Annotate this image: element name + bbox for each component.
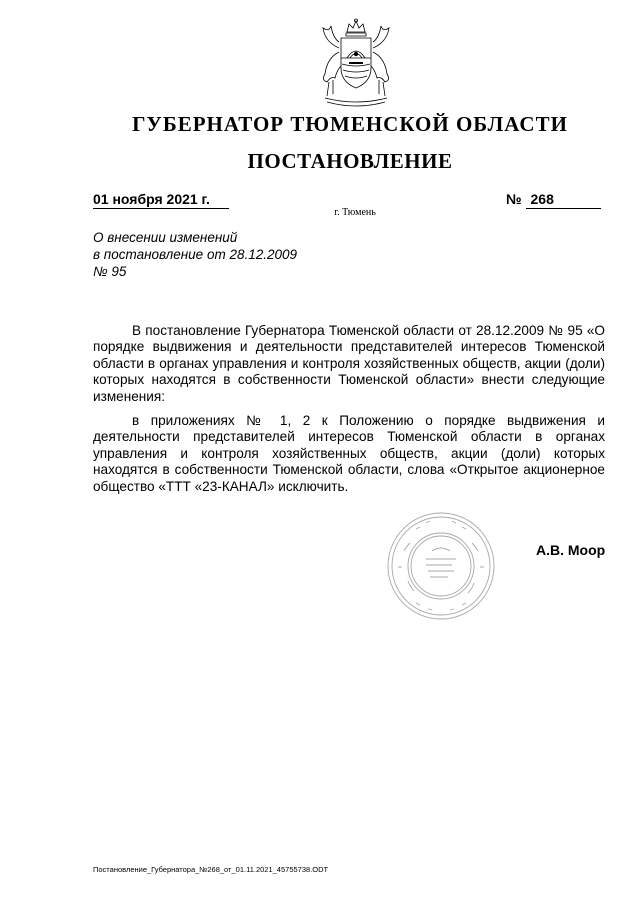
- document-date: 01 ноября 2021 г.: [93, 191, 229, 209]
- body-paragraph-1: В постановление Губернатора Тюменской области от 28.12.2009 № 95 «О порядке выдвижения и деятельности представителей интересов Тюменской области в органах управления и контроля хозяйственных обществ, акции (доли) которых находятся в собственности Тюменской области» внести следующие изменения:: [93, 323, 605, 404]
- document-number: [506, 191, 604, 209]
- number-sign: №: [506, 191, 522, 207]
- subject-line-1: О внесении изменений: [93, 230, 238, 245]
- body-paragraph-2: в приложениях № 1, 2 к Положению о порядке выдвижения и деятельности представителей интересов Тюменской области в органах управления и контроля хозяйственных обществ, акции (доли) которых находятся в собственности Тюменской области, слова «Открытое акционерное общество «ТТТ «23-КАНАЛ» исключить.: [93, 413, 605, 494]
- document-subject: [93, 229, 353, 280]
- city-label: г. Тюмень: [334, 207, 376, 218]
- authority-title: ГУБЕРНАТОР ТЮМЕНСКОЙ ОБЛАСТИ: [132, 112, 568, 136]
- document-type-title: ПОСТАНОВЛЕНИЕ: [247, 149, 453, 173]
- official-seal-stamp: [386, 511, 496, 621]
- footer-filename: Постановление_Губернатора_№268_от_01.11.2021_45755738.ODT: [93, 865, 329, 874]
- coat-of-arms-emblem: [311, 18, 401, 114]
- number-value: 268: [526, 191, 601, 209]
- subject-line-2: в постановление от 28.12.2009: [93, 247, 298, 262]
- signer-name: А.В. Моор: [536, 542, 606, 558]
- subject-line-3: № 95: [93, 264, 127, 279]
